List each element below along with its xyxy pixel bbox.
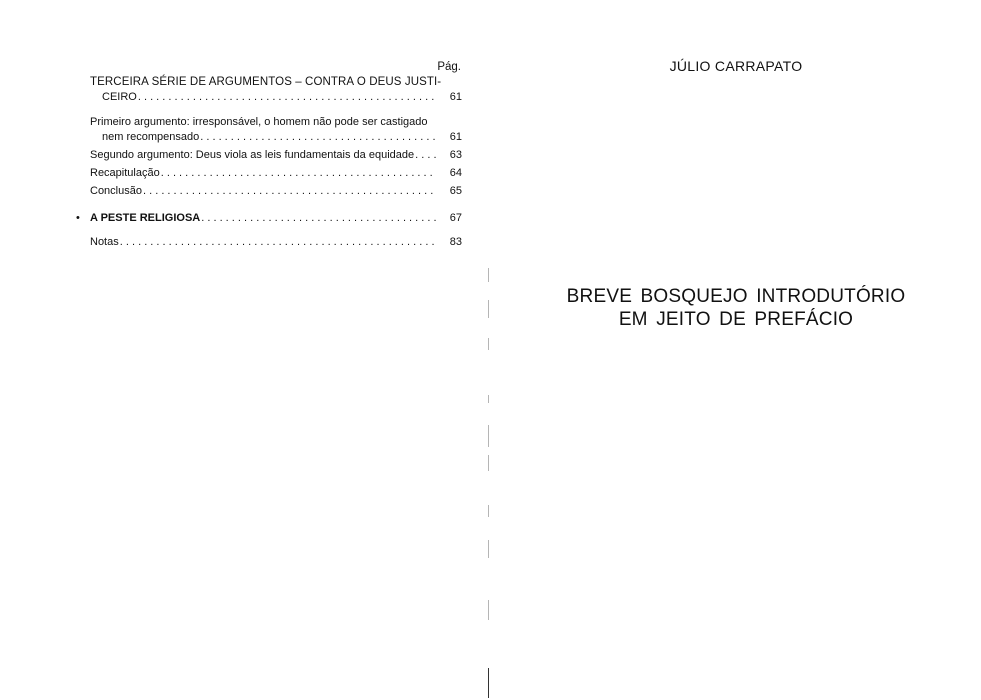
bullet-marker: • [76,212,80,224]
toc-page-number: 67 [449,212,462,224]
dot-leader [143,184,436,199]
toc-item-text: Recapitulação [90,167,160,179]
gutter-mark [488,668,489,698]
gutter-mark [488,455,489,471]
page-column-label: Pág. [437,61,461,73]
toc-item-text: Conclusão [90,185,142,197]
chapter-title [491,285,981,331]
gutter-mark [488,268,489,282]
toc-page-number: 64 [449,167,462,179]
toc-item-text: TERCEIRA SÉRIE DE ARGUMENTOS – CONTRA O DEUS JUSTI- [90,76,442,88]
toc-item-conclusao [90,184,462,199]
toc-page-number: 63 [449,149,462,161]
toc-item-terceira-serie [90,75,462,105]
dot-leader [161,166,436,181]
dot-leader [138,90,436,105]
toc-item-text: CEIRO [102,91,137,103]
dot-leader [120,235,436,250]
toc-page-number: 61 [449,131,462,143]
author-name: JÚLIO CARRAPATO [669,58,803,74]
dot-leader [415,148,436,163]
table-of-contents [76,75,462,250]
right-page [491,0,981,700]
chapter-title-line-1: BREVE BOSQUEJO INTRODUTÓRIO [566,286,906,307]
toc-page-number: 83 [449,236,462,248]
toc-item-notas [90,235,462,250]
toc-item-text: nem recompensado [102,131,200,143]
toc-page-number: 61 [449,91,462,103]
chapter-title-line-2: EM JEITO DE PREFÁCIO [618,309,854,330]
toc-item-segundo-argumento [90,148,462,163]
toc-item-text: A PESTE RELIGIOSA [90,212,201,224]
gutter-mark [488,300,489,318]
gutter-mark [488,395,489,403]
gutter-mark [488,540,489,558]
left-page [0,0,488,700]
toc-item-text: Notas [90,236,119,248]
gutter-mark [488,600,489,620]
gutter-mark [488,338,489,350]
toc-item-peste-religiosa [76,211,462,226]
toc-page-number: 65 [449,185,462,197]
toc-item-text: Primeiro argumento: irresponsável, o homem não pode ser castigado [90,116,428,128]
dot-leader [200,130,436,145]
gutter-mark [488,505,489,517]
toc-item-recapitulacao [90,166,462,181]
gutter-mark [488,425,489,447]
toc-item-primeiro-argumento [90,115,462,145]
toc-item-text: Segundo argumento: Deus viola as leis fundamentais da equidade [90,149,415,161]
dot-leader [201,211,436,226]
